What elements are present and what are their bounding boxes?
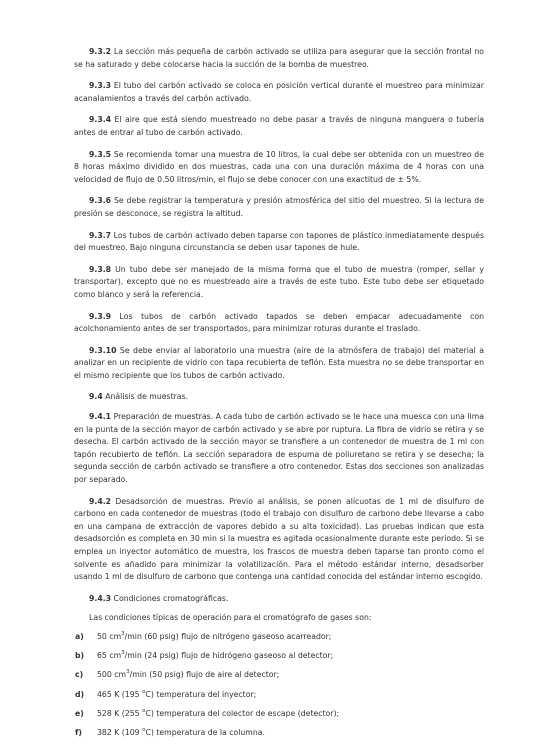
section-9-3-3 [74, 80, 484, 105]
paragraph-text: Se debe registrar la temperatura y presión atmosférica del sitio del muestreo. Si la lectura de presión se desconoce, se registra la altitud. [74, 196, 484, 218]
description-text: C) temperatura del colector de escape (detector); [145, 708, 340, 718]
paragraph-text: La sección más pequeña de carbón activado se utiliza para asegurar que la sección frontal no se ha saturado y debe colocarse hacia la succión de la bomba de muestreo. [74, 47, 484, 69]
section-9-3-7 [74, 230, 484, 255]
list-item-label: b) [75, 651, 85, 661]
superscript: o [142, 688, 146, 695]
paragraph-text: Se recomienda tomar una muestra de 10 litros, la cual debe ser obtenida con un muestreo de 8 horas máximo dividido en dos muestras, cada una con una duración máxima de 4 horas con una velocidad de flujo de 0.50 litros/min, el flujo se debe conocer con una exactitud de ± 5%. [74, 149, 484, 184]
paragraph-text: Análisis de muestras. [102, 392, 189, 402]
paragraph-text: Desadsorción de muestras. Previo al análisis, se ponen alícuotas de 1 ml de disulfuro de carbono en cada contenedor de muestras (todo el trabajo con disulfuro de carbono debe llevarse a cabo en una campana de extracción de vapores debido a su alta toxicidad). Las pruebas indican que esta desadsorción es completa en 30 min si la muestra es agitada ocasionalmente durante este periodo. Si se emplea un inyector automático de muestra, los frascos de muestra deben taparse tan pronto como el solvente es añadido para minimizar la volatilización. Para el método estándar interno, desadsorber usando 1 ml de disulfuro de carbono que contenga una cantidad conocida del estándar interno escogido. [74, 496, 484, 582]
section-9-4-2 [74, 496, 484, 584]
section-9-4-3-heading [74, 593, 484, 606]
paragraph-text: El aire que está siendo muestreado no debe pasar a través de ninguna manguera o tubería antes de entrar al tubo de carbón activado. [74, 115, 484, 137]
section-9-3-6 [74, 195, 484, 220]
list-item [74, 669, 484, 682]
section-9-3-2 [74, 46, 484, 71]
section-9-3-8 [74, 264, 484, 302]
section-9-4-heading [74, 391, 484, 404]
list-item-label: f) [75, 727, 82, 737]
section-number: 9.4.2 [89, 496, 112, 506]
list-item [74, 650, 484, 663]
value-text: 382 K (109 [97, 727, 143, 737]
paragraph-text: Los tubos de carbón activado deben taparse con tapones de plástico inmediatamente después del muestreo. Bajo ninguna circunstancia se deben usar tapones de hule. [74, 230, 484, 253]
section-number: 9.4.1 [89, 412, 112, 422]
superscript: 3 [126, 669, 130, 676]
list-item [74, 689, 484, 702]
list-item-text [97, 689, 484, 702]
description-text: /min (50 psig) flujo de aire al detector; [129, 670, 280, 680]
description-text: /min (60 psig) flujo de nitrógeno gaseoso acarreador; [124, 631, 332, 641]
section-number: 9.3.6 [89, 196, 112, 206]
section-9-3-5 [74, 149, 484, 187]
section-number: 9.3.7 [89, 230, 112, 240]
paragraph-text: Condiciones cromatográficas. [111, 593, 229, 603]
section-number: 9.4.3 [89, 593, 112, 603]
list-item-text [97, 727, 484, 740]
list-item-label: d) [75, 689, 85, 699]
superscript: o [142, 707, 146, 714]
conditions-intro: Las condiciones típicas de operación para el cromatógrafo de gases son: [89, 613, 372, 623]
value-text: 500 cm [97, 670, 127, 680]
paragraph-text: Un tubo debe ser manejado de la misma forma que el tubo de muestra (romper, sellar y transportar), excepto que no es muestreado aire a través de este tubo. Este tubo debe ser etiquetado como blanco y será la referencia. [74, 264, 484, 299]
list-item [74, 631, 484, 644]
description-text: /min (24 psig) flujo de hidrógeno gaseoso al detector; [124, 651, 334, 661]
section-number: 9.3.4 [89, 115, 112, 125]
list-item-label: e) [75, 708, 84, 718]
description-text: C) temperatura del inyector; [145, 689, 257, 699]
section-9-3-10 [74, 345, 484, 383]
section-9-3-9 [74, 311, 484, 336]
list-item-text [97, 708, 484, 721]
section-number: 9.4 [89, 392, 103, 402]
list-item-text [97, 669, 484, 682]
section-number: 9.3.10 [89, 345, 117, 355]
list-item-label: a) [75, 631, 84, 641]
section-number: 9.3.8 [89, 264, 112, 274]
list-item-text [97, 631, 484, 644]
section-number: 9.3.2 [89, 47, 112, 56]
list-item [74, 708, 484, 721]
description-text: C) temperatura de la columna. [145, 727, 265, 737]
paragraph-text: Los tubos de carbón activado tapados se deben empacar adecuadamente con acolchonamiento antes de ser transportados, para minimizar roturas durante el traslado. [74, 311, 484, 334]
section-number: 9.3.3 [89, 81, 112, 91]
superscript: o [142, 726, 146, 733]
list-item-text [97, 650, 484, 663]
list-item-label: c) [75, 670, 84, 680]
value-text: 465 K (195 [97, 689, 143, 699]
superscript: 3 [121, 650, 125, 657]
value-text: 528 K (255 [97, 708, 143, 718]
section-number: 9.3.5 [89, 149, 112, 159]
value-text: 65 cm [97, 651, 122, 661]
section-9-3-4 [74, 114, 484, 139]
value-text: 50 cm [97, 631, 122, 641]
superscript: 3 [121, 630, 125, 637]
paragraph-text: Se debe enviar al laboratorio una muestra (aire de la atmósfera de trabajo) del material a analizar en un recipiente de vidrio con tapa recubierta de teflón. Esta muestra no se debe transportar en el mismo recipiente que los tubos de carbón activado. [74, 345, 484, 380]
section-number: 9.3.9 [89, 311, 112, 321]
list-item [74, 727, 484, 740]
section-9-4-1 [74, 411, 484, 487]
paragraph-text: El tubo del carbón activado se coloca en posición vertical durante el muestreo para minimizar acanalamientos a través del carbón activado. [74, 81, 484, 103]
document-page [74, 46, 484, 746]
paragraph-text: Preparación de muestras. A cada tubo de carbón activado se le hace una muesca con una lima en la punta de la sección mayor de carbón activado y se abre por ruptura. La fibra de vidrio se retira y se desecha. El carbón activado de la sección mayor se transfiere a un contenedor de muestra de 1 ml con tapón recubierto de teflón. La sección separadora de espuma de poliuretano se retira y se desecha; la segunda sección de carbón activado se transfiere a otro contenedor. Estas dos secciones son analizadas por separado. [74, 412, 484, 485]
